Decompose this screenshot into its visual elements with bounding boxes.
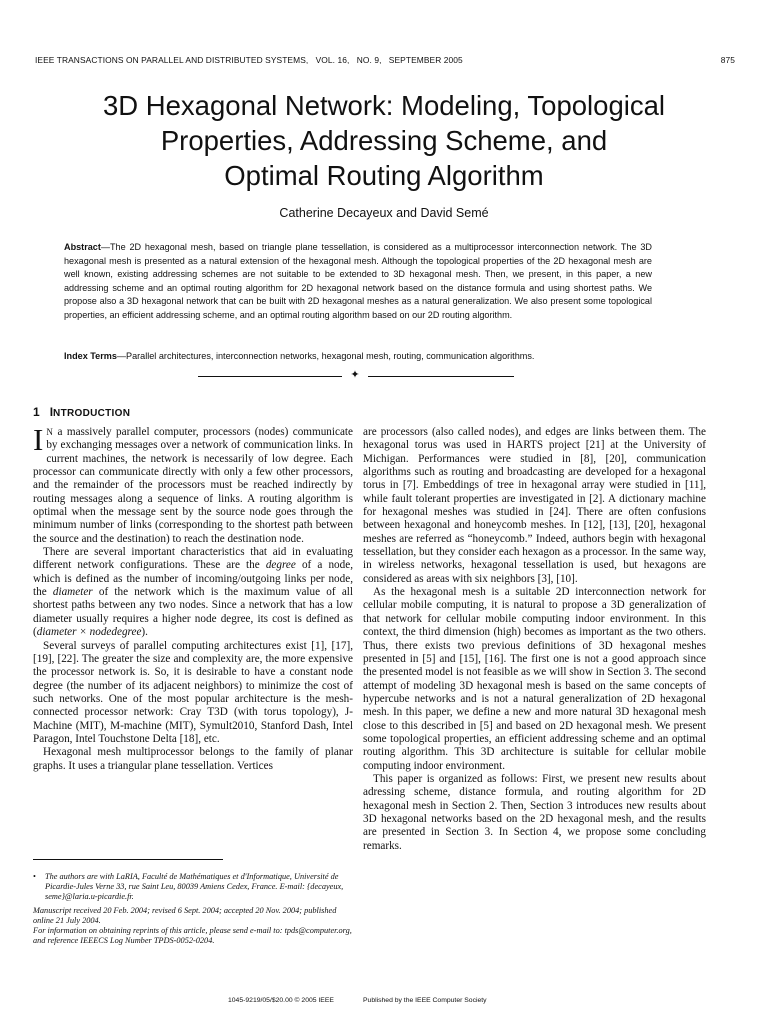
divider-left xyxy=(198,376,342,377)
intro-paragraph-4: Hexagonal mesh multiprocessor belongs to the family of planar graphs. It uses a triangular plane tessellation. Vertices xyxy=(33,746,353,772)
abstract xyxy=(64,241,652,323)
paragraph-text: a massively parallel computer, processors (nodes) communicate by exchanging messages over a network of communication links. In current machines, the network is necessarily of low degree. Each processor can communicate directly with only a few other processors, and the remainder of the processors must be reached indirectly by routing messages along a sequence of links. A routing algorithm is optimal when the message sent by the source node goes through the minimum number of links (corresponding to the shortest path between the source and the destination) to reach the destination node. xyxy=(33,426,353,545)
section-title-rest: NTRODUCTION xyxy=(53,408,131,419)
abstract-text: —The 2D hexagonal mesh, based on triangle plane tessellation, is considered as a multiprocessor interconnection network. The 3D hexagonal mesh is presented as a natural extension of the hexagonal mesh. Although the topological properties of the 2D hexagonal mesh are well known, existing addressing schemes are not suitable to be extended to 3D hexagonal mesh. Then, we present, in this paper, a new addressing scheme and an optimal routing algorithm for 2D hexagonal network based on the distance formula and using shortest paths. We propose also a 3D hexagonal network that can be built with 2D hexagonal meshes as a natural generalization. We also present some topological properties, an efficient addressing scheme, and an optimal routing algorithm based on our 2D routing algorithm. xyxy=(64,242,652,320)
intro-paragraph-3: Several surveys of parallel computing architectures exist [1], [17], [19], [22]. The greater the size and complexity are, the more expensive the processor network is. So, it is desirable to have a constant node degree (the number of its adjacent neighbors) to minimize the cost of such networks. One of the most popular architecture is the mesh-connected processor network: Cray T3D (with torus topology), J-Machine (MIT), M-machine (MIT), Symult2010, Stanford Dash, Intel Paragon, Intel Touchstone Delta [18], etc. xyxy=(33,639,353,745)
term-degree: degree xyxy=(265,559,296,572)
copyright-line: 1045-9219/05/$20.00 © 2005 IEEE xyxy=(228,997,334,1004)
running-header xyxy=(35,55,735,65)
index-terms xyxy=(64,350,652,363)
first-word-rest: N xyxy=(46,427,54,437)
term-diameter: diameter xyxy=(52,586,93,599)
left-column xyxy=(33,422,354,773)
author-list: Catherine Decayeux and David Semé xyxy=(279,206,489,220)
drop-cap: I xyxy=(33,422,44,457)
paragraph-text: There are several important characteristics that aid in evaluating different network configurations. These are the xyxy=(33,546,353,572)
section-heading xyxy=(33,405,130,419)
index-terms-label: Index Terms xyxy=(64,351,117,361)
right-paragraph-3: This paper is organized as follows: First, we present new results about adressing scheme, distance formula, and routing algorithm for 2D hexagonal mesh in Section 2. Then, Section 3 introduces new results about 3D hexagonal networks based on the 2D hexagonal mesh, and the results are presented in Section 3. In Section 4, we propose some concluding remarks. xyxy=(363,772,706,852)
affiliation-text: The authors are with LaRIA, Faculté de Mathématiques et d'Informatique, Université de Picardie-Jules Verne 33, rue Saint Leu, 80039 Amiens Cedex, France. E-mail: {decayeux, seme}@laria.u-picardie.fr. xyxy=(45,872,344,902)
section-number: 1 xyxy=(33,405,40,419)
divider-right xyxy=(368,376,514,377)
title-line-3: Optimal Routing Algorithm xyxy=(224,160,544,191)
title-line-1: 3D Hexagonal Network: Modeling, Topological xyxy=(102,90,666,121)
intro-paragraph-2 xyxy=(33,546,353,639)
right-column xyxy=(363,426,706,853)
affiliation-footnote xyxy=(33,872,353,903)
right-paragraph-2: As the hexagonal mesh is a suitable 2D interconnection network for cellular mobile computing, it is natural to propose a 3D generalization of that network for cellular mobile computing indoor environment. In this context, the third dimension (high) becomes as important as the two others. Thus, there exists two previous definitions of 3D hexagonal meshes presented in [5] and [15], [16]. The first one is not a good approach since the presented model is not feasible as we will show in Section 3. The second attempt of modeling 3D hexagonal mesh is based on the same concepts of hypercube networks and is not a natural generalization of 2D hexagonal mesh. In this paper, we define a new and more natural 3D hexagonal mesh close to this described in [5] and based on 2D hexagonal mesh. We present some topological properties, an efficient addressing scheme and an optimal routing algorithm. This 3D architecture is suitable for cellular mobile computing indoor environment. xyxy=(363,586,706,772)
paper-title xyxy=(20,88,748,193)
footnotes xyxy=(33,872,353,946)
page-number: 875 xyxy=(720,55,735,65)
cost-formula: diameter × nodedegree xyxy=(36,626,142,639)
reprints-note: For information on obtaining reprints of this article, please send e-mail to: tpds@computer.org, and reference IEEECS Log Number TPDS-0052-0204. xyxy=(33,926,352,946)
index-terms-text: —Parallel architectures, interconnection networks, hexagonal mesh, routing, communication algorithms. xyxy=(116,351,535,361)
title-line-2: Properties, Addressing Scheme, and xyxy=(160,125,608,156)
journal-header: IEEE TRANSACTIONS ON PARALLEL AND DISTRIBUTED SYSTEMS, VOL. 16, NO. 9, SEPTEMBER 2005 xyxy=(35,55,463,65)
divider-ornament-icon: ✦ xyxy=(350,369,360,381)
manuscript-dates: Manuscript received 20 Feb. 2004; revised 6 Sept. 2004; accepted 20 Nov. 2004; published online 21 July 2004. xyxy=(33,905,337,925)
paragraph-text: ). xyxy=(141,626,148,639)
footnote-rule xyxy=(33,859,223,860)
paragraph-text: of a node, which is defined as the number of incoming/outgoing links per node, the xyxy=(33,559,353,599)
section-title-initial: I xyxy=(49,405,54,419)
right-paragraph-1: are processors (also called nodes), and edges are links between them. The hexagonal torus was used in HARTS project [21] at the University of Michigan. Performances were studied in [8], [20], communication algorithms such as routing and broadcasting are developed for a hexagonal torus in [7]. Embeddings of tree in hexagonal array were studied in [11], while fault tolerant properties are investigated in [2]. A dictionary machine for hexagonal meshes was studied in [24]. There are often confusions between hexagonal and honeycomb meshes. In [12], [13], [20], hexagonal meshes are referred as “honeycomb.” Indeed, authors begin with hexagonal tessellation, but they consider each hexagon as a processor. In the same way, in wireless networks, hexagonal tessellation is used, but hexagons are considered as areas with six neighbors [3], [10]. xyxy=(363,426,706,585)
footnote-bullet: • xyxy=(33,872,36,881)
abstract-label: Abstract xyxy=(64,242,101,252)
publisher-line: Published by the IEEE Computer Society xyxy=(363,997,487,1004)
intro-paragraph-1 xyxy=(33,422,353,546)
paragraph-text: of the network which is the maximum value of all shortest paths between any two nodes. Since a network that has a low diameter usually requires a higher node degree, its cost is defined as ( xyxy=(33,586,354,639)
